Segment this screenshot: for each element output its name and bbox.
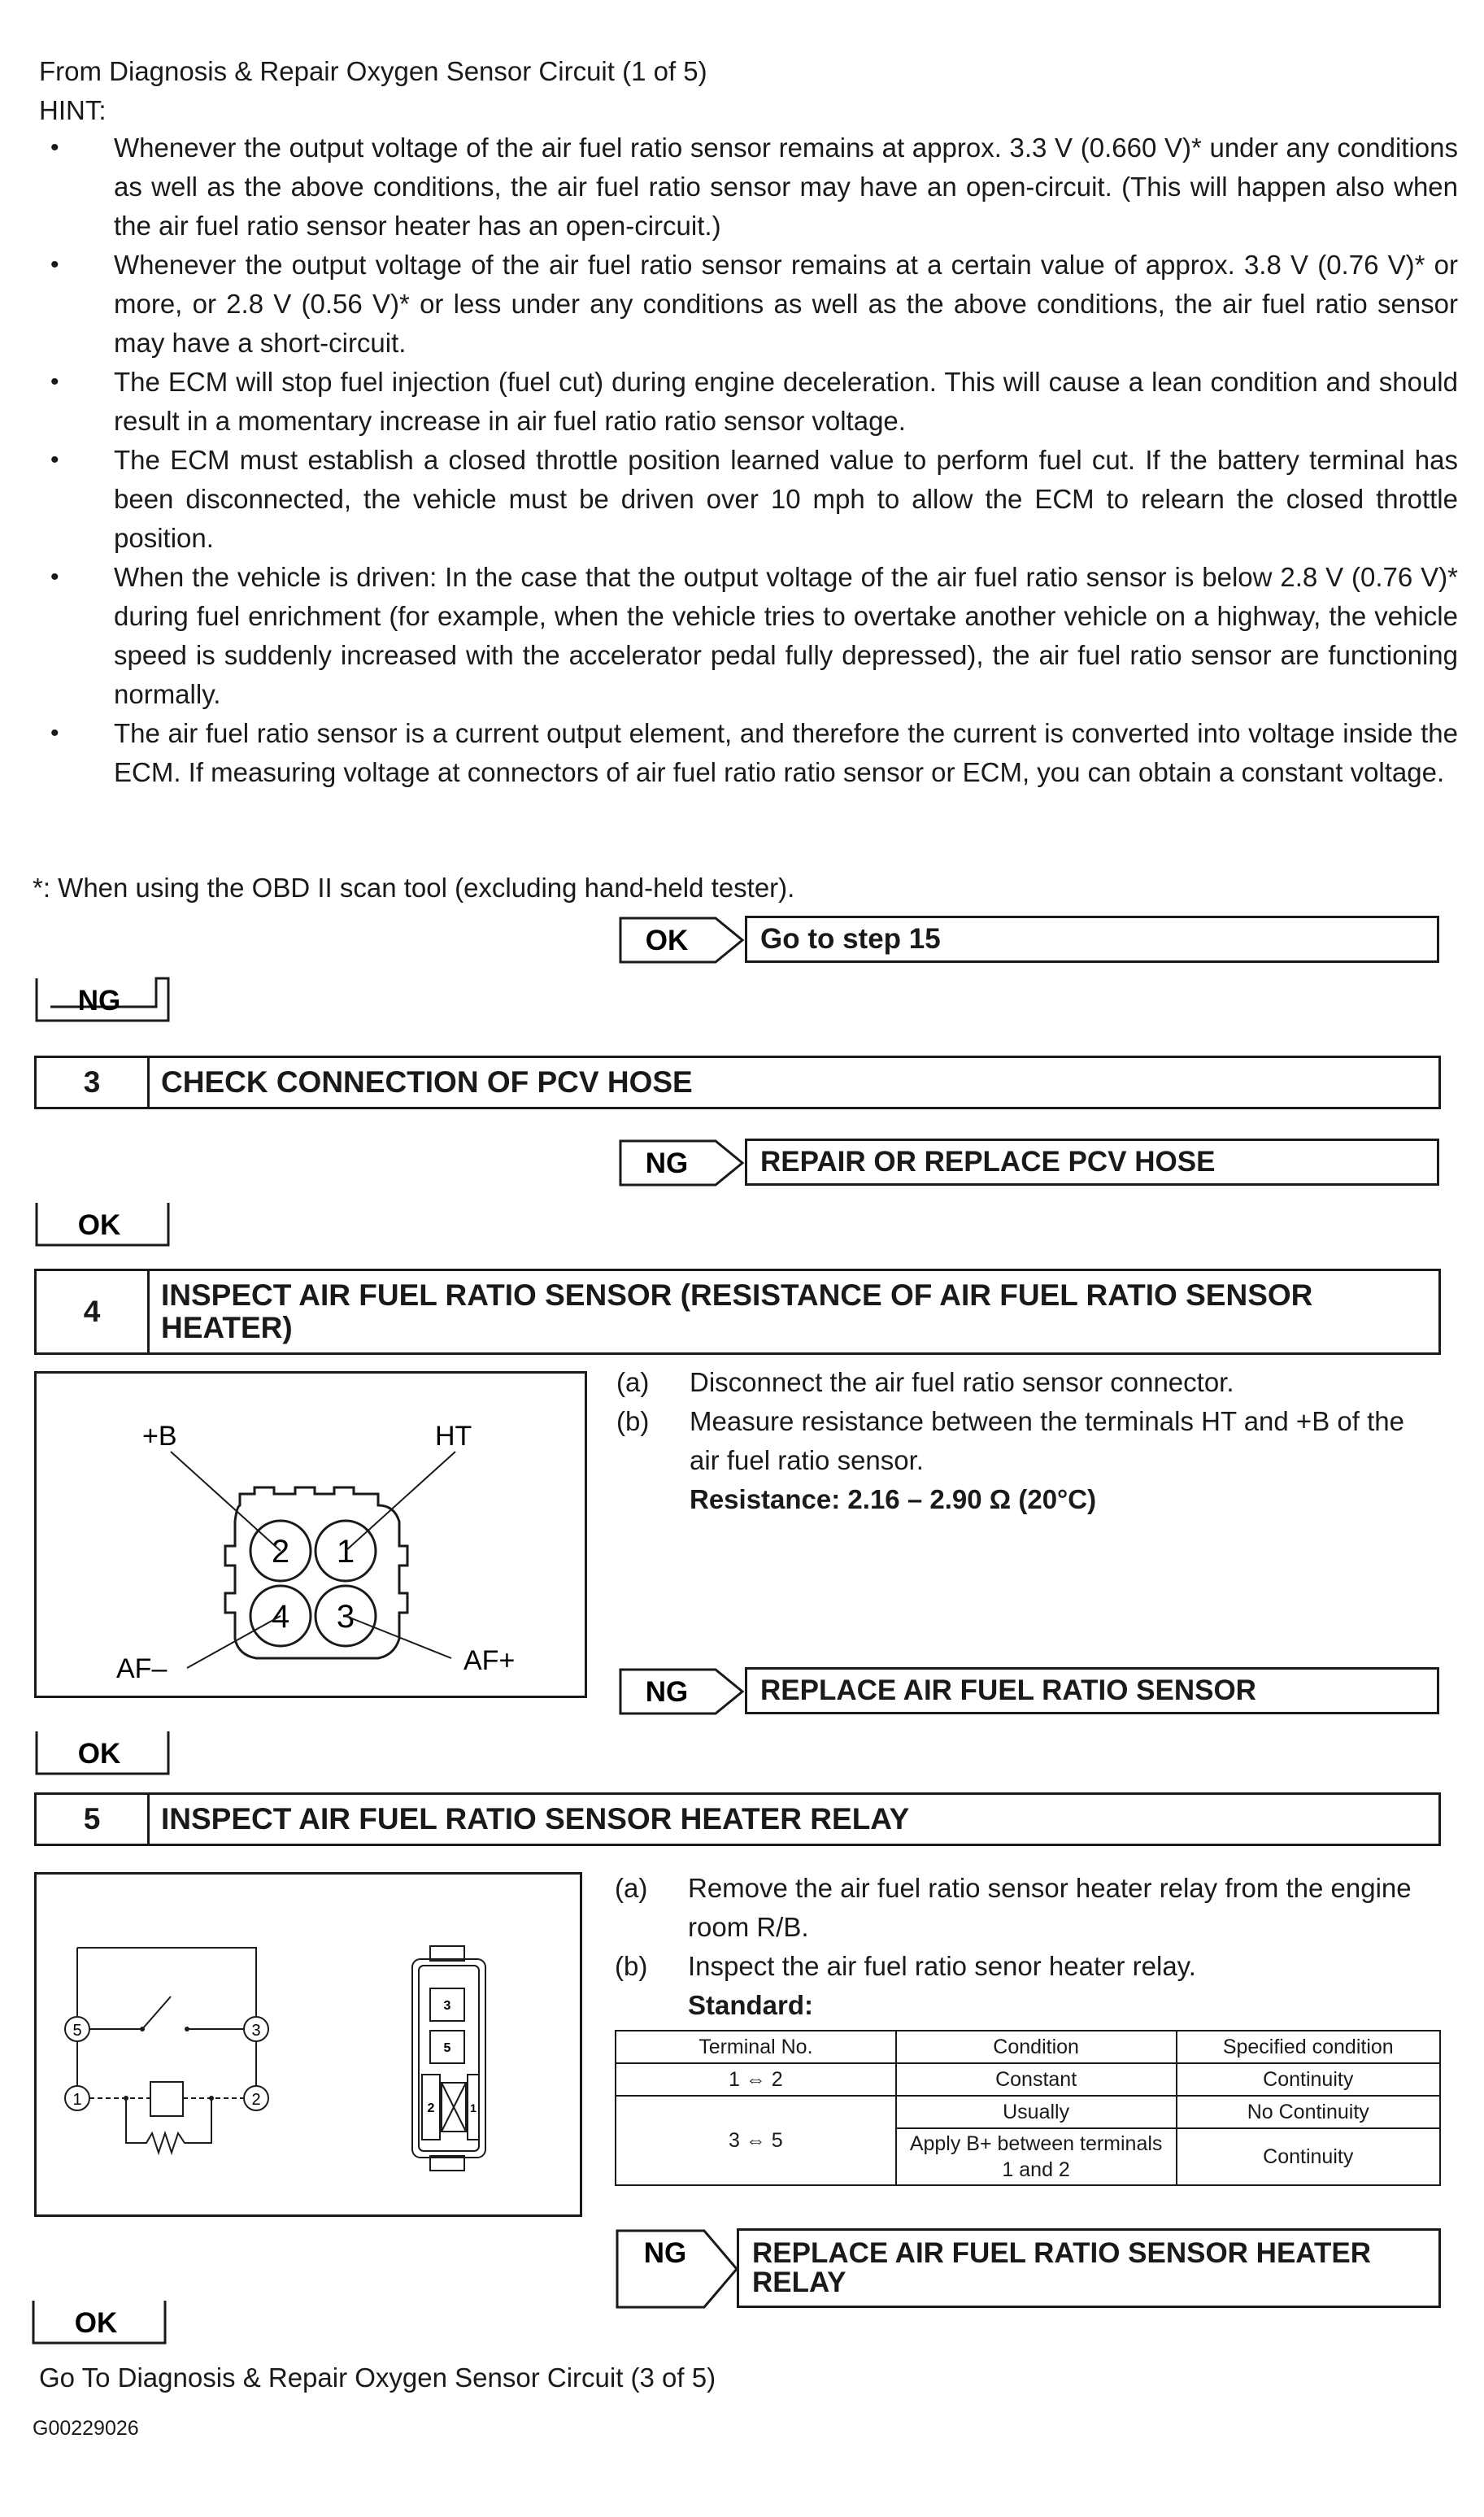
hint-item: • Whenever the output voltage of the air fuel ratio sensor remains at approx. 3.3 V (0.660 V)* under any conditions as well as the above conditions, the air fuel ratio sensor may have an open-circuit. (This will happen also when the air fuel ratio sensor heater has an open-circuit.) bbox=[39, 128, 1458, 246]
bullet: • bbox=[50, 368, 59, 395]
step-number: 4 bbox=[37, 1271, 150, 1352]
bullet: • bbox=[50, 446, 59, 473]
resistance-spec: Resistance: 2.16 – 2.90 Ω (20°C) bbox=[690, 1484, 1097, 1514]
pin-3-label: 3 bbox=[336, 1599, 355, 1635]
connector-drawing bbox=[37, 1374, 585, 1696]
table-row bbox=[616, 2063, 1440, 2096]
step-5-b: Inspect the air fuel ratio senor heater relay. bbox=[688, 1951, 1196, 1981]
svg-text:2: 2 bbox=[427, 2101, 435, 2115]
ok-tab-label: OK bbox=[74, 2307, 118, 2339]
ng-arrow-label: NG bbox=[645, 1147, 689, 1179]
step-4-header bbox=[34, 1269, 1441, 1355]
header-cell: Condition bbox=[896, 2031, 1177, 2063]
label-af-plus: AF+ bbox=[463, 1645, 516, 1676]
pin-4-label: 4 bbox=[271, 1599, 290, 1635]
step-title: INSPECT AIR FUEL RATIO SENSOR HEATER RELAY bbox=[161, 1802, 910, 1835]
bullet: • bbox=[50, 720, 59, 747]
label-af-minus: AF– bbox=[116, 1653, 168, 1684]
step-4-instructions: (a) Disconnect the air fuel ratio sensor connector. (b) Measure resistance between the terminals HT and +B of the air fuel ratio sensor. Resistance: 2.16 – 2.90 Ω (20°C) bbox=[616, 1363, 1439, 1519]
go-to-step-15-button[interactable]: Go to step 15 bbox=[745, 916, 1439, 963]
table-cell: Usually bbox=[896, 2096, 1177, 2128]
table-header-row bbox=[616, 2031, 1440, 2063]
table-cell: Constant bbox=[896, 2063, 1177, 2096]
from-link[interactable]: From Diagnosis & Repair Oxygen Sensor Circuit (1 of 5) bbox=[39, 56, 707, 86]
table-cell: Apply B+ between terminals 1 and 2 bbox=[896, 2128, 1177, 2185]
standard-label: Standard: bbox=[688, 1990, 814, 2020]
step-3-header bbox=[34, 1056, 1441, 1109]
replace-af-sensor-button[interactable]: REPLACE AIR FUEL RATIO SENSOR bbox=[745, 1667, 1439, 1714]
hint-item: • The ECM must establish a closed throttle position learned value to perform fuel cut. If the battery terminal has been disconnected, the vehicle must be driven over 10 mph to allow the ECM to relearn the closed throttle position. bbox=[39, 441, 1458, 558]
svg-text:3: 3 bbox=[443, 1999, 451, 2013]
ng-arrow-icon bbox=[618, 1139, 748, 1187]
svg-text:2: 2 bbox=[251, 2091, 261, 2109]
pin-2-label: 2 bbox=[271, 1534, 290, 1570]
ok-tab-label: OK bbox=[77, 1738, 121, 1770]
table-cell: Continuity bbox=[1177, 2128, 1441, 2185]
ok-tab-label: OK bbox=[77, 1209, 121, 1241]
ok-arrow-icon bbox=[618, 916, 748, 965]
ng-arrow-label: NG bbox=[643, 2237, 687, 2269]
repair-pcv-hose-button[interactable]: REPAIR OR REPLACE PCV HOSE bbox=[745, 1139, 1439, 1186]
bullet: • bbox=[50, 564, 59, 590]
hint-list bbox=[39, 128, 1458, 792]
table-cell: No Continuity bbox=[1177, 2096, 1441, 2128]
step-4-b: Measure resistance between the terminals HT and +B of the air fuel ratio sensor. bbox=[690, 1406, 1404, 1475]
pin-1-label: 1 bbox=[336, 1534, 355, 1570]
step-title: CHECK CONNECTION OF PCV HOSE bbox=[161, 1065, 693, 1099]
relay-drawing bbox=[37, 1875, 580, 2214]
ok-tab-icon bbox=[31, 2298, 169, 2347]
step-5-header bbox=[34, 1792, 1441, 1846]
header-cell: Specified condition bbox=[1177, 2031, 1441, 2063]
step-number: 5 bbox=[37, 1795, 150, 1844]
table-cell: 3 ⇔ 5 bbox=[616, 2096, 896, 2185]
ng-arrow-icon bbox=[615, 2228, 745, 2310]
spec-table bbox=[615, 2030, 1441, 2186]
connector-diagram bbox=[34, 1371, 587, 1698]
ng-tab-label: NG bbox=[77, 985, 121, 1017]
footnote: *: When using the OBD II scan tool (excluding hand-held tester). bbox=[33, 873, 795, 903]
svg-text:5: 5 bbox=[443, 2041, 451, 2055]
svg-text:1: 1 bbox=[72, 2091, 82, 2109]
ok-tab-icon bbox=[34, 1729, 172, 1778]
ng-arrow-icon bbox=[618, 1667, 748, 1716]
step-5-instructions: (a) Remove the air fuel ratio sensor heater relay from the engine room R/B. (b) Inspect the air fuel ratio senor heater relay. Standard: bbox=[615, 1869, 1441, 2025]
go-to-link[interactable]: Go To Diagnosis & Repair Oxygen Sensor Circuit (3 of 5) bbox=[39, 2362, 716, 2393]
step-number: 3 bbox=[37, 1058, 150, 1107]
replace-heater-relay-button[interactable]: REPLACE AIR FUEL RATIO SENSOR HEATER RELAY bbox=[737, 2228, 1441, 2308]
hint-item: • The ECM will stop fuel injection (fuel cut) during engine deceleration. This will cause a lean condition and should result in a momentary increase in air fuel ratio ratio sensor voltage. bbox=[39, 363, 1458, 441]
ng-arrow-label: NG bbox=[645, 1676, 689, 1708]
table-cell: Continuity bbox=[1177, 2063, 1441, 2096]
step-title: INSPECT AIR FUEL RATIO SENSOR (RESISTANCE OF AIR FUEL RATIO SENSOR HEATER) bbox=[161, 1278, 1313, 1344]
ok-tab-icon bbox=[34, 1200, 172, 1249]
figure-code: G00229026 bbox=[33, 2417, 139, 2440]
svg-text:5: 5 bbox=[72, 2022, 82, 2040]
table-cell: 1 ⇔ 2 bbox=[616, 2063, 896, 2096]
hint-label: HINT: bbox=[39, 95, 107, 125]
hint-item: • Whenever the output voltage of the air fuel ratio sensor remains at a certain value of approx. 3.8 V (0.76 V)* or more, or 2.8 V (0.56 V)* or less under any conditions as well as the above conditions, the air fuel ratio sensor may have a short-circuit. bbox=[39, 246, 1458, 363]
bullet: • bbox=[50, 251, 59, 278]
header-cell: Terminal No. bbox=[616, 2031, 896, 2063]
label-plus-b: +B bbox=[142, 1421, 177, 1452]
connector-outline bbox=[225, 1487, 407, 1658]
ng-tab-icon bbox=[34, 976, 172, 1025]
relay-diagram bbox=[34, 1872, 582, 2217]
ok-arrow-label: OK bbox=[645, 925, 689, 956]
step-4-a: Disconnect the air fuel ratio sensor connector. bbox=[690, 1367, 1234, 1397]
hint-item: • When the vehicle is driven: In the case that the output voltage of the air fuel ratio sensor is below 2.8 V (0.76 V)* during fuel enrichment (for example, when the vehicle tries to overtake another vehicle on a highway, the vehicle speed is suddenly increased with the accelerator pedal fully depressed), the air fuel ratio sensor are functioning normally. bbox=[39, 558, 1458, 714]
label-ht: HT bbox=[435, 1421, 472, 1452]
step-5-a: Remove the air fuel ratio sensor heater relay from the engine room R/B. bbox=[688, 1873, 1412, 1942]
svg-text:1: 1 bbox=[470, 2101, 477, 2114]
svg-text:3: 3 bbox=[251, 2022, 261, 2040]
bullet: • bbox=[50, 134, 59, 161]
table-row bbox=[616, 2096, 1440, 2128]
hint-item: • The air fuel ratio sensor is a current output element, and therefore the current is converted into voltage inside the ECM. If measuring voltage at connectors of air fuel ratio ratio sensor or ECM, you can obtain a constant voltage. bbox=[39, 714, 1458, 792]
